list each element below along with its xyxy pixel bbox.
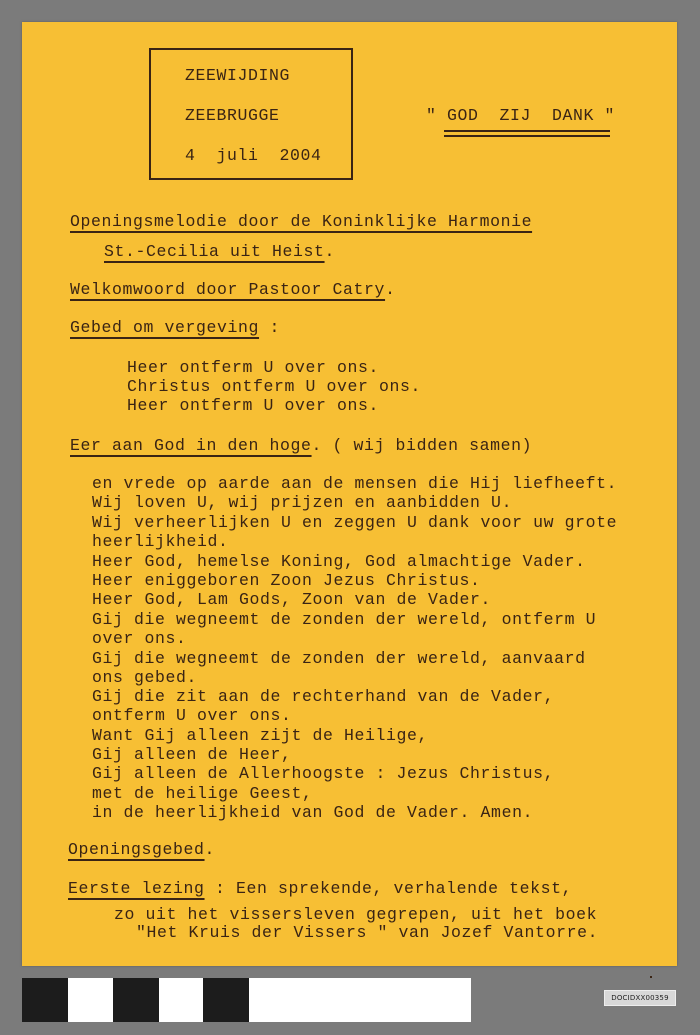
gloria-suffix: . ( wij bidden samen) [311,436,533,455]
document-page [22,22,677,966]
kyrie-line: Christus ontferm U over ons. [127,377,422,396]
color-bar-white [159,978,203,1022]
gebed-om-vergeving-heading: Gebed om vergeving [70,318,260,337]
eerste-lezing-heading: Eerste lezing [68,879,205,898]
openingsmelodie-line2-text: St.-Cecilia uit Heist [104,242,325,261]
motto-underline-2 [444,135,610,137]
gloria-line: over ons. [92,629,187,648]
kyrie-line: Heer ontferm U over ons. [127,396,380,415]
kyrie-line: Heer ontferm U over ons. [127,358,380,377]
color-bar-white [68,978,113,1022]
header-date: 4 juli 2004 [185,146,322,165]
eerste-lezing-line: "Het Kruis der Vissers " van Jozef Vantorre. [136,923,599,942]
gloria-heading: Eer aan God in den hoge [70,436,312,455]
gloria-line: Heer God, hemelse Koning, God almachtige Vader. [92,552,586,571]
gloria-line: ons gebed. [92,668,198,687]
gloria-line: Wij verheerlijken U en zeggen U dank voor uw grote [92,513,618,532]
openingsgebed-suffix: . [204,840,216,859]
gloria-line: ontferm U over ons. [92,706,292,725]
openingsmelodie-line2 [104,242,335,261]
gloria-line: Gij die wegneemt de zonden der wereld, ontferm U [92,610,597,629]
gloria-line: Gij alleen de Allerhoogste : Jezus Christus, [92,764,555,783]
eerste-lezing-suffix: : Een sprekende, verhalende tekst, [204,879,573,898]
gloria [70,436,532,455]
openingsmelodie-line2-suffix: . [324,242,336,261]
eerste-lezing [68,879,572,898]
color-bar-white-wide [249,978,471,1022]
gloria-line: en vrede op aarde aan de mensen die Hij liefheeft. [92,474,618,493]
gloria-line: Gij alleen de Heer, [92,745,292,764]
gebed-om-vergeving [70,318,280,337]
archive-label: DOCIDXX00359 [604,990,676,1006]
gloria-line: in de heerlijkheid van God de Vader. Amen. [92,803,534,822]
gloria-line: Heer God, Lam Gods, Zoon van de Vader. [92,590,492,609]
openingsmelodie-line1: Openingsmelodie door de Koninklijke Harmonie [70,212,533,231]
color-bar-black [113,978,159,1022]
motto: " GOD ZIJ DANK " [426,106,616,125]
header-title: ZEEWIJDING [185,66,291,85]
header-location: ZEEBRUGGE [185,106,280,125]
gloria-line: Gij die zit aan de rechterhand van de Vader, [92,687,555,706]
welkomwoord [70,280,396,299]
welkomwoord-heading: Welkomwoord door Pastoor Catry [70,280,386,299]
openingsgebed [68,840,215,859]
openingsgebed-heading: Openingsgebed [68,840,205,859]
gloria-line: met de heilige Geest, [92,784,313,803]
color-bar-black [203,978,249,1022]
gloria-line: Want Gij alleen zijt de Heilige, [92,726,429,745]
gloria-line: Wij loven U, wij prijzen en aanbidden U. [92,493,513,512]
gebed-om-vergeving-suffix: : [259,318,281,337]
eerste-lezing-line: zo uit het vissersleven gegrepen, uit het boek [114,905,598,924]
gloria-line: heerlijkheid. [92,532,229,551]
gloria-line: Gij die wegneemt de zonden der wereld, aanvaard [92,649,586,668]
motto-underline-1 [444,130,610,132]
welkomwoord-suffix: . [385,280,396,299]
color-bar-black [22,978,68,1022]
gloria-line: Heer eniggeboren Zoon Jezus Christus. [92,571,481,590]
ink-speck [650,976,652,978]
